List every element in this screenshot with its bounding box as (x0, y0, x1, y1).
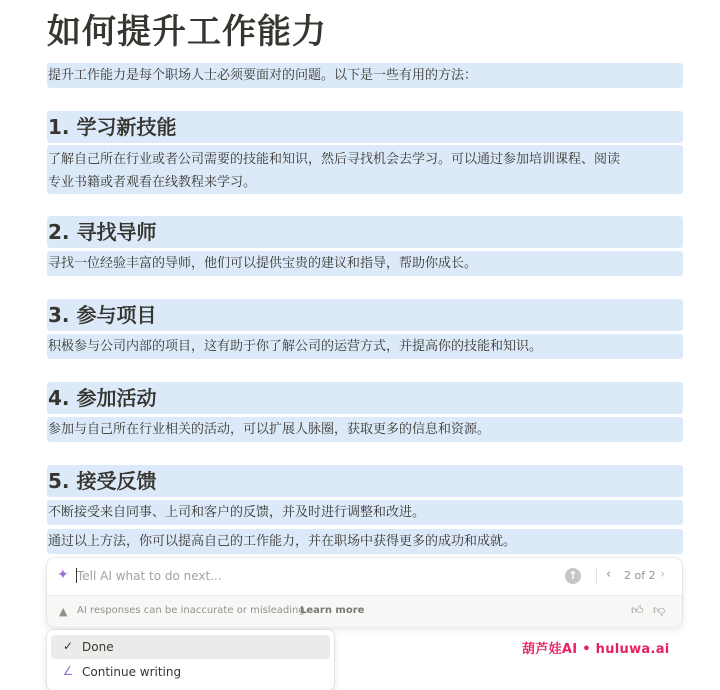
heading-accept-feedback[interactable]: 5. 接受反馈 (47, 465, 683, 497)
menu-item-continue-writing-label: Continue writing (82, 665, 182, 679)
response-pager-count: 2 of 2 (624, 569, 656, 582)
paragraph-find-mentor[interactable]: 寻找一位经验丰富的导师，他们可以提供宝贵的建议和指导，帮助你成长。 (47, 251, 683, 276)
paragraph-learn-skills[interactable] (47, 145, 683, 194)
heading-learn-skills[interactable]: 1. 学习新技能 (47, 111, 683, 143)
paragraph-learn-skills-line1: 了解自己所在行业或者公司需要的技能和知识，然后寻找机会去学习。可以通过参加培训课程、阅读 (48, 152, 621, 167)
paragraph-accept-feedback[interactable]: 不断接受来自同事、上司和客户的反馈，并及时进行调整和改进。 (47, 500, 683, 525)
ai-prompt-row (47, 558, 682, 594)
paragraph-learn-skills-line2: 专业书籍或者观看在线教程来学习。 (48, 175, 257, 190)
intro-paragraph[interactable]: 提升工作能力是每个职场人士必须要面对的问题。以下是一些有用的方法： (47, 63, 683, 88)
heading-attend-events[interactable]: 4. 参加活动 (47, 382, 683, 414)
thumbs-up-icon[interactable]: 👍︎ (631, 603, 644, 617)
thumbs-down-icon[interactable]: 👎︎ (653, 603, 666, 617)
watermark-logo: 葫芦娃AI • huluwa.ai (522, 642, 670, 657)
send-arrow-up-icon[interactable]: ↑ (565, 568, 581, 584)
paragraph-join-projects[interactable]: 积极参与公司内部的项目，这有助于你了解公司的运营方式，并提高你的技能和知识。 (47, 334, 683, 359)
heading-find-mentor[interactable]: 2. 寻找导师 (47, 216, 683, 248)
divider (596, 568, 597, 584)
learn-more-link[interactable]: Learn more (300, 605, 365, 616)
page-title[interactable]: 如何提升工作能力 (47, 12, 327, 52)
checkmark-icon: ✓ (62, 639, 74, 653)
pen-icon: ∠ (62, 664, 74, 678)
ai-prompt-panel (47, 558, 682, 626)
menu-item-continue-writing[interactable] (51, 660, 330, 684)
menu-item-done-label: Done (82, 640, 114, 654)
chevron-right-icon[interactable]: › (660, 567, 666, 582)
heading-join-projects[interactable]: 3. 参与项目 (47, 299, 683, 331)
ai-action-menu (47, 630, 334, 690)
warning-icon: ▲ (59, 605, 68, 618)
chevron-left-icon[interactable]: ‹ (606, 567, 612, 582)
ai-sparkle-icon: ✦ (57, 567, 69, 583)
ai-disclaimer-row (47, 595, 682, 627)
ai-disclaimer-text: AI responses can be inaccurate or misleading. (77, 605, 308, 616)
menu-item-done[interactable] (51, 635, 330, 659)
ai-prompt-input[interactable] (77, 566, 547, 586)
conclusion-paragraph[interactable]: 通过以上方法，你可以提高自己的工作能力，并在职场中获得更多的成功和成就。 (47, 529, 683, 554)
paragraph-attend-events[interactable]: 参加与自己所在行业相关的活动，可以扩展人脉圈，获取更多的信息和资源。 (47, 417, 683, 442)
